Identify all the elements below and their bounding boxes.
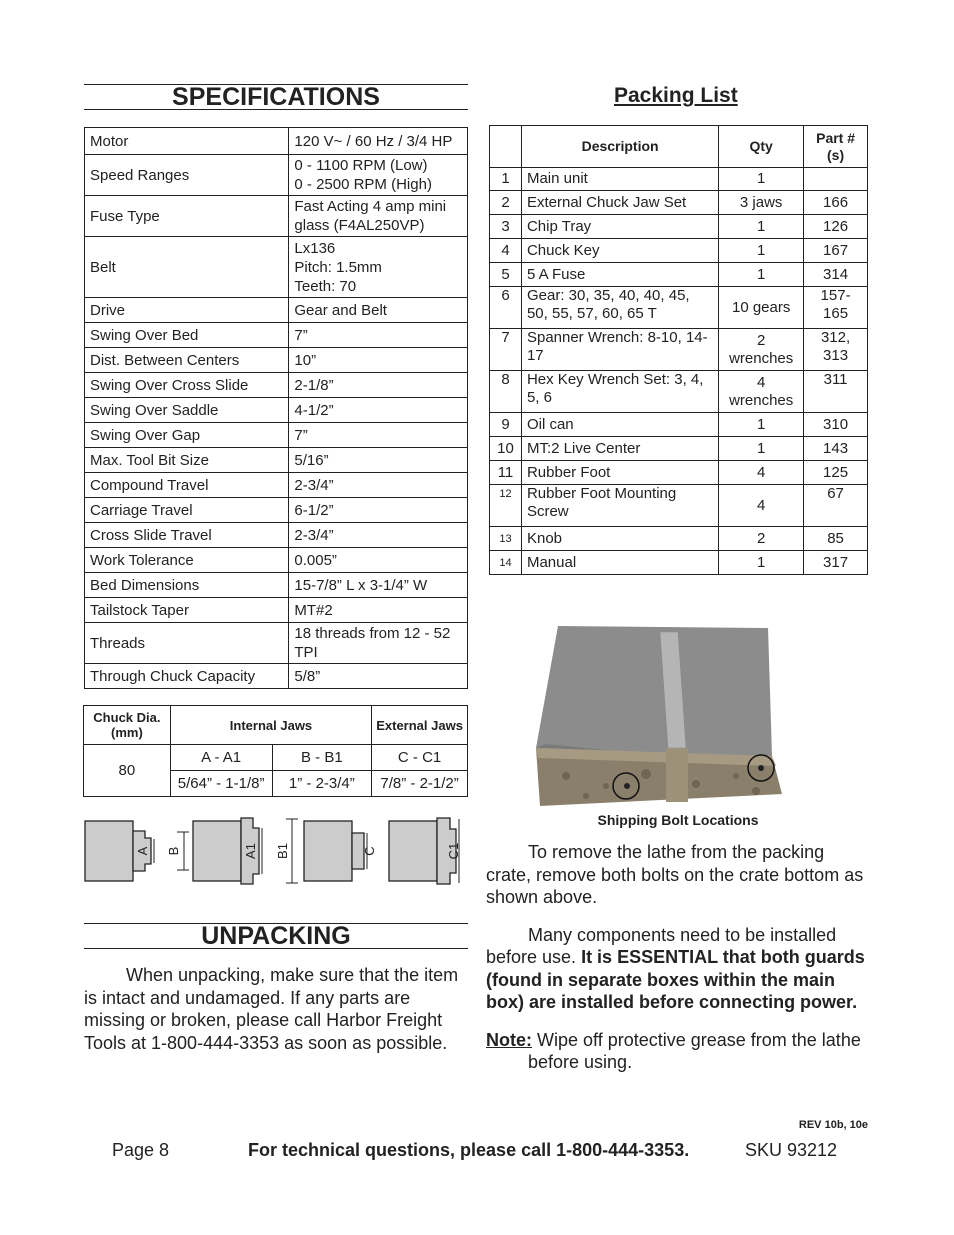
spec-value: 10” bbox=[289, 348, 468, 373]
components-text: Many components need to be installed before use. bbox=[486, 924, 837, 967]
packing-item-qty: 1 bbox=[719, 239, 804, 263]
spec-label: Motor bbox=[85, 128, 289, 155]
spec-value: 15-7/8” L x 3-1/4” W bbox=[289, 573, 468, 598]
spec-row bbox=[85, 196, 468, 237]
spec-label: Drive bbox=[85, 298, 289, 323]
packing-item-description: Main unit bbox=[521, 168, 718, 191]
note-label: Note: bbox=[486, 1029, 532, 1050]
packing-item-qty: 1 bbox=[719, 437, 804, 461]
spec-row bbox=[85, 237, 468, 298]
spec-label: Tailstock Taper bbox=[85, 598, 289, 623]
spec-value: Lx136 Pitch: 1.5mm Teeth: 70 bbox=[289, 237, 468, 298]
packing-item-description: Oil can bbox=[521, 413, 718, 437]
packing-item-number: 3 bbox=[490, 215, 522, 239]
note-text: Wipe off protective grease from the lathe before using. bbox=[528, 1029, 861, 1072]
spec-value: 5/16” bbox=[289, 448, 468, 473]
spec-row bbox=[85, 398, 468, 423]
packing-header-number bbox=[490, 126, 522, 168]
spec-label: Cross Slide Travel bbox=[85, 523, 289, 548]
jaw-diagram bbox=[83, 815, 469, 885]
packing-item-description: Chuck Key bbox=[521, 239, 718, 263]
packing-row bbox=[490, 437, 868, 461]
spec-value: 2-3/4” bbox=[289, 473, 468, 498]
jaw-label-a1: A1 bbox=[243, 843, 258, 859]
packing-item-qty: 1 bbox=[719, 551, 804, 575]
external-jaws-header: External Jaws bbox=[372, 706, 468, 745]
packing-row bbox=[490, 215, 868, 239]
packing-item-description: Rubber Foot Mounting Screw bbox=[521, 485, 718, 527]
packing-item-number: 14 bbox=[490, 551, 522, 575]
spec-label: Swing Over Saddle bbox=[85, 398, 289, 423]
chuck-body-shape bbox=[389, 821, 437, 881]
jaw-label-b: B bbox=[166, 846, 181, 856]
jaw-label-b1: B1 bbox=[275, 843, 290, 859]
packing-item-description: Spanner Wrench: 8-10, 14-17 bbox=[521, 329, 718, 371]
jaw-range: 5/64” - 1-1/8” bbox=[170, 771, 272, 797]
packing-item-part bbox=[804, 168, 868, 191]
spec-value: 2-1/8” bbox=[289, 373, 468, 398]
packing-item-number: 8 bbox=[490, 371, 522, 413]
spec-label: Work Tolerance bbox=[85, 548, 289, 573]
packing-row bbox=[490, 168, 868, 191]
spec-row bbox=[85, 523, 468, 548]
packing-item-qty: 1 bbox=[719, 215, 804, 239]
packing-item-qty: 4 wrenches bbox=[719, 371, 804, 413]
spec-value: 0.005” bbox=[289, 548, 468, 573]
packing-item-description: Rubber Foot bbox=[521, 461, 718, 485]
spec-label: Speed Ranges bbox=[85, 155, 289, 196]
components-paragraph bbox=[486, 924, 870, 1014]
packing-item-number: 9 bbox=[490, 413, 522, 437]
packing-item-qty: 2 wrenches bbox=[719, 329, 804, 371]
note-paragraph bbox=[486, 1029, 870, 1074]
packing-item-qty: 3 jaws bbox=[719, 191, 804, 215]
packing-row bbox=[490, 239, 868, 263]
jaw-code: A - A1 bbox=[170, 745, 272, 771]
spec-value: MT#2 bbox=[289, 598, 468, 623]
chuck-body-shape bbox=[304, 821, 352, 881]
spec-label: Swing Over Bed bbox=[85, 323, 289, 348]
photo-caption: Shipping Bolt Locations bbox=[597, 812, 759, 828]
sku-number: SKU 93212 bbox=[745, 1140, 838, 1160]
unpacking-text: When unpacking, make sure that the item is intact and undamaged. If any parts are missing or broken, please call Harbor Freight Tools at 1-800-444-3353 as soon as possible. bbox=[84, 965, 459, 1053]
packing-item-part: 312, 313 bbox=[804, 329, 868, 371]
spec-row bbox=[85, 548, 468, 573]
spec-label: Compound Travel bbox=[85, 473, 289, 498]
jaw-label-c1: C1 bbox=[446, 842, 461, 860]
spec-value: 18 threads from 12 - 52 TPI bbox=[289, 623, 468, 664]
spec-value: 2-3/4” bbox=[289, 523, 468, 548]
spec-value: 5/8” bbox=[289, 664, 468, 689]
spec-label: Swing Over Gap bbox=[85, 423, 289, 448]
chuck-body-shape bbox=[85, 821, 133, 881]
chuck-capacity-table bbox=[83, 705, 468, 797]
packing-item-number: 1 bbox=[490, 168, 522, 191]
packing-item-number: 10 bbox=[490, 437, 522, 461]
remove-bolts-text: To remove the lathe from the packing crate, remove both bolts on the crate bottom as shown above. bbox=[486, 842, 864, 907]
spec-row bbox=[85, 423, 468, 448]
unpacking-text-block bbox=[84, 964, 468, 1054]
spec-row bbox=[85, 498, 468, 523]
spec-value: 7” bbox=[289, 423, 468, 448]
packing-item-part: 67 bbox=[804, 485, 868, 527]
packing-item-part: 125 bbox=[804, 461, 868, 485]
packing-item-part: 85 bbox=[804, 527, 868, 551]
packing-item-part: 310 bbox=[804, 413, 868, 437]
tech-questions-line: For technical questions, please call 1-800-444-3353. bbox=[248, 1140, 690, 1160]
spec-row bbox=[85, 323, 468, 348]
packing-item-qty: 1 bbox=[719, 413, 804, 437]
specifications-table bbox=[84, 127, 468, 689]
packing-item-number: 5 bbox=[490, 263, 522, 287]
jaw-range: 7/8” - 2-1/2” bbox=[372, 771, 468, 797]
chuck-dia-header: Chuck Dia. (mm) bbox=[84, 706, 171, 745]
packing-item-part: 167 bbox=[804, 239, 868, 263]
packing-header-description: Description bbox=[521, 126, 718, 168]
packing-item-number: 13 bbox=[490, 527, 522, 551]
spec-value: 6-1/2” bbox=[289, 498, 468, 523]
spec-value: Fast Acting 4 amp mini glass (F4AL250VP) bbox=[289, 196, 468, 237]
spec-row bbox=[85, 155, 468, 196]
spec-row bbox=[85, 664, 468, 689]
instructions-block bbox=[486, 841, 870, 1074]
spec-row bbox=[85, 573, 468, 598]
spec-label: Bed Dimensions bbox=[85, 573, 289, 598]
spec-row bbox=[85, 473, 468, 498]
packing-row bbox=[490, 461, 868, 485]
packing-item-part: 166 bbox=[804, 191, 868, 215]
packing-header-qty: Qty bbox=[719, 126, 804, 168]
revision-label: REV 10b, 10e bbox=[798, 1119, 868, 1131]
packing-row bbox=[490, 329, 868, 371]
jaw-label-c: C bbox=[362, 846, 377, 856]
packing-row bbox=[490, 287, 868, 329]
packing-item-description: Gear: 30, 35, 40, 40, 45, 50, 55, 57, 60, 65 T bbox=[521, 287, 718, 329]
jaw-range: 1” - 2-3/4” bbox=[272, 771, 372, 797]
spec-row bbox=[85, 128, 468, 155]
spec-value: 120 V~ / 60 Hz / 3/4 HP bbox=[289, 128, 468, 155]
packing-item-description: Manual bbox=[521, 551, 718, 575]
spec-row bbox=[85, 373, 468, 398]
packing-row bbox=[490, 371, 868, 413]
packing-item-part: 143 bbox=[804, 437, 868, 461]
spec-value: 4-1/2” bbox=[289, 398, 468, 423]
packing-item-part: 126 bbox=[804, 215, 868, 239]
packing-item-qty: 1 bbox=[719, 168, 804, 191]
jaw-label-a: A bbox=[135, 846, 150, 856]
spec-label: Fuse Type bbox=[85, 196, 289, 237]
packing-item-part: 314 bbox=[804, 263, 868, 287]
packing-item-number: 11 bbox=[490, 461, 522, 485]
jaw-code: C - C1 bbox=[372, 745, 468, 771]
spec-label: Belt bbox=[85, 237, 289, 298]
spec-row bbox=[85, 623, 468, 664]
packing-item-description: Chip Tray bbox=[521, 215, 718, 239]
spec-label: Dist. Between Centers bbox=[85, 348, 289, 373]
chuck-dia-value: 80 bbox=[84, 745, 171, 797]
spec-row bbox=[85, 598, 468, 623]
internal-jaws-header: Internal Jaws bbox=[170, 706, 371, 745]
jaw-code: B - B1 bbox=[272, 745, 372, 771]
packing-item-qty: 4 bbox=[719, 485, 804, 527]
packing-row bbox=[490, 263, 868, 287]
packing-item-description: 5 A Fuse bbox=[521, 263, 718, 287]
specifications-title: SPECIFICATIONS bbox=[84, 84, 468, 110]
spec-label: Through Chuck Capacity bbox=[85, 664, 289, 689]
packing-item-description: Knob bbox=[521, 527, 718, 551]
spec-row bbox=[85, 348, 468, 373]
packing-row bbox=[490, 413, 868, 437]
packing-item-number: 2 bbox=[490, 191, 522, 215]
chuck-body-shape bbox=[193, 821, 241, 881]
packing-row bbox=[490, 191, 868, 215]
packing-item-qty: 1 bbox=[719, 263, 804, 287]
spec-value: 0 - 1100 RPM (Low) 0 - 2500 RPM (High) bbox=[289, 155, 468, 196]
spec-value: Gear and Belt bbox=[289, 298, 468, 323]
packing-row bbox=[490, 527, 868, 551]
packing-item-description: External Chuck Jaw Set bbox=[521, 191, 718, 215]
packing-item-number: 7 bbox=[490, 329, 522, 371]
packing-list-table bbox=[489, 125, 868, 575]
packing-item-number: 12 bbox=[490, 485, 522, 527]
packing-item-description: Hex Key Wrench Set: 3, 4, 5, 6 bbox=[521, 371, 718, 413]
spec-row bbox=[85, 298, 468, 323]
packing-item-qty: 4 bbox=[719, 461, 804, 485]
packing-list-title: Packing List bbox=[614, 84, 738, 107]
spec-label: Threads bbox=[85, 623, 289, 664]
page-number: Page 8 bbox=[112, 1140, 170, 1160]
packing-item-qty: 2 bbox=[719, 527, 804, 551]
spec-value: 7” bbox=[289, 323, 468, 348]
crate-photo bbox=[536, 626, 784, 808]
packing-header-part: Part #(s) bbox=[804, 126, 868, 168]
guards-warning: It is ESSENTIAL that both guards (found in separate boxes within the main box) are installed before connecting power. bbox=[486, 947, 865, 1012]
packing-item-description: MT:2 Live Center bbox=[521, 437, 718, 461]
packing-item-part: 157- 165 bbox=[804, 287, 868, 329]
spec-label: Max. Tool Bit Size bbox=[85, 448, 289, 473]
packing-item-qty: 10 gears bbox=[719, 287, 804, 329]
spec-label: Carriage Travel bbox=[85, 498, 289, 523]
spec-row bbox=[85, 448, 468, 473]
packing-item-part: 317 bbox=[804, 551, 868, 575]
packing-item-number: 4 bbox=[490, 239, 522, 263]
unpacking-title: UNPACKING bbox=[84, 923, 468, 949]
packing-item-part: 311 bbox=[804, 371, 868, 413]
packing-item-number: 6 bbox=[490, 287, 522, 329]
packing-row bbox=[490, 485, 868, 527]
spec-label: Swing Over Cross Slide bbox=[85, 373, 289, 398]
packing-row bbox=[490, 551, 868, 575]
